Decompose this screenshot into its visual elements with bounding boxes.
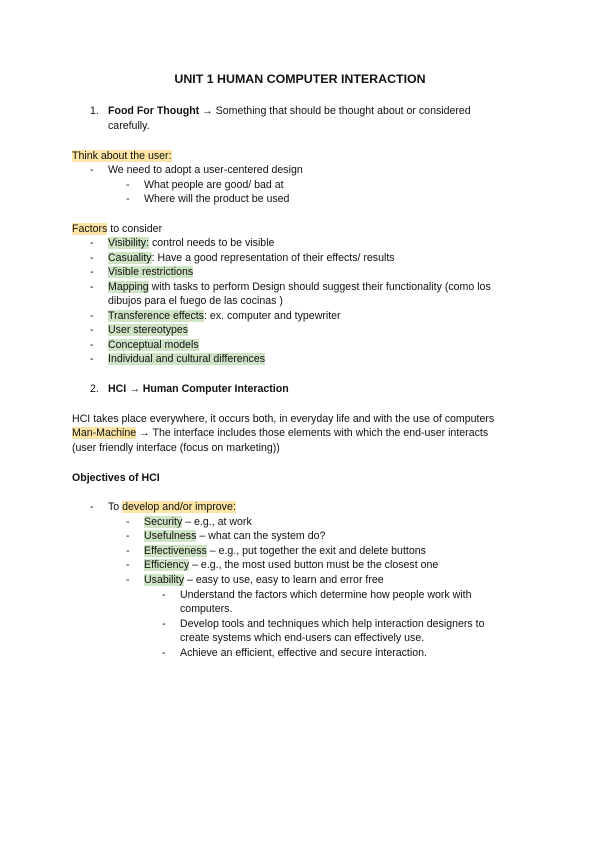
factors-rest: to consider xyxy=(107,223,163,235)
objective-item xyxy=(144,544,426,558)
objective-highlight: Usefulness xyxy=(144,530,197,542)
dash-bullet: - xyxy=(162,618,166,630)
factor-item xyxy=(108,352,265,366)
dash-bullet: - xyxy=(90,252,94,264)
objectives-to: To xyxy=(108,501,123,513)
objective-text: – e.g., at work xyxy=(182,516,252,528)
dash-bullet: - xyxy=(126,193,130,205)
paragraph-line: HCI takes place everywhere, it occurs both, in everyday life and with the use of computers xyxy=(72,413,495,425)
objective-highlight: Usability xyxy=(144,574,185,586)
dash-bullet: - xyxy=(90,339,94,351)
dash-bullet: - xyxy=(162,647,166,659)
usability-subitem: Develop tools and techniques which help interaction designers to xyxy=(180,618,485,630)
section-definition-cont: carefully. xyxy=(108,120,150,132)
factor-highlight: Visible restrictions xyxy=(108,266,194,278)
objective-text: – e.g., the most used button must be the closest one xyxy=(189,559,439,571)
dash-bullet: - xyxy=(126,179,130,191)
think-subitem: Where will the product be used xyxy=(144,193,290,205)
paragraph-line: (user friendly interface (focus on marketing)) xyxy=(72,442,280,454)
objective-text: – e.g., put together the exit and delete buttons xyxy=(206,545,426,557)
section-number: 2. xyxy=(90,383,99,395)
objective-highlight: Security xyxy=(144,516,183,528)
paragraph-line xyxy=(72,426,488,440)
factor-highlight: Transference effects xyxy=(108,310,204,322)
factor-item xyxy=(108,323,188,337)
section-heading-line xyxy=(108,104,471,118)
factor-item xyxy=(108,338,199,352)
dash-bullet: - xyxy=(90,353,94,365)
usability-subitem: Understand the factors which determine how people work with xyxy=(180,589,472,601)
dash-bullet: - xyxy=(90,501,94,513)
factors-highlight: Factors xyxy=(72,223,108,235)
factor-item-cont: dibujos para el fuego de las cocinas ) xyxy=(108,295,283,307)
objective-highlight: Effectiveness xyxy=(144,545,207,557)
think-subitem: What people are good/ bad at xyxy=(144,179,284,191)
objective-text: – what can the system do? xyxy=(196,530,326,542)
section-heading: Food For Thought xyxy=(108,105,200,117)
section-heading: HCI → Human Computer Interaction xyxy=(108,383,289,395)
dash-bullet: - xyxy=(126,530,130,542)
factor-highlight: Conceptual models xyxy=(108,339,199,351)
think-item: We need to adopt a user-centered design xyxy=(108,164,303,176)
dash-bullet: - xyxy=(126,516,130,528)
factor-item xyxy=(108,265,193,279)
factor-item xyxy=(108,280,491,294)
dash-bullet: - xyxy=(162,589,166,601)
section-number: 1. xyxy=(90,105,99,117)
objectives-highlight: develop and/or improve: xyxy=(122,501,236,513)
think-label: Think about the user: xyxy=(72,150,172,162)
factor-item xyxy=(108,309,341,323)
dash-bullet: - xyxy=(90,164,94,176)
dash-bullet: - xyxy=(90,237,94,249)
man-machine-text: → The interface includes those elements with which the end-user interacts xyxy=(136,427,489,439)
objective-item xyxy=(144,573,384,587)
dash-bullet: - xyxy=(126,545,130,557)
dash-bullet: - xyxy=(126,574,130,586)
factor-text: with tasks to perform Design should suggest their functionality (como los xyxy=(148,281,491,293)
usability-subitem-cont: computers. xyxy=(180,603,233,615)
factor-highlight: Individual and cultural differences xyxy=(108,353,266,365)
factor-highlight: Visibility: xyxy=(108,237,150,249)
factor-text: control needs to be visible xyxy=(149,237,275,249)
usability-subitem: Achieve an efficient, effective and secure interaction. xyxy=(180,647,427,659)
objectives-intro xyxy=(108,500,236,514)
think-label-line xyxy=(72,149,172,163)
factor-text: : ex. computer and typewriter xyxy=(203,310,341,322)
objectives-heading: Objectives of HCI xyxy=(72,472,160,484)
objective-item xyxy=(144,515,252,529)
man-machine-highlight: Man-Machine xyxy=(72,427,137,439)
dash-bullet: - xyxy=(126,559,130,571)
factor-highlight: Casuality xyxy=(108,252,152,264)
factor-item xyxy=(108,251,395,265)
dash-bullet: - xyxy=(90,310,94,322)
dash-bullet: - xyxy=(90,324,94,336)
usability-subitem-cont: create systems which end-users can effectively use. xyxy=(180,632,425,644)
factor-highlight: User stereotypes xyxy=(108,324,189,336)
objective-item xyxy=(144,558,438,572)
factors-heading xyxy=(72,222,162,236)
objective-highlight: Efficiency xyxy=(144,559,190,571)
dash-bullet: - xyxy=(90,266,94,278)
objective-item xyxy=(144,529,325,543)
page-title: UNIT 1 HUMAN COMPUTER INTERACTION xyxy=(174,72,426,86)
factor-item xyxy=(108,236,274,250)
factor-highlight: Mapping xyxy=(108,281,149,293)
factor-text: : Have a good representation of their effects/ results xyxy=(151,252,395,264)
section-definition: → Something that should be thought about or considered xyxy=(199,105,471,117)
dash-bullet: - xyxy=(90,281,94,293)
objective-text: – easy to use, easy to learn and error free xyxy=(184,574,384,586)
